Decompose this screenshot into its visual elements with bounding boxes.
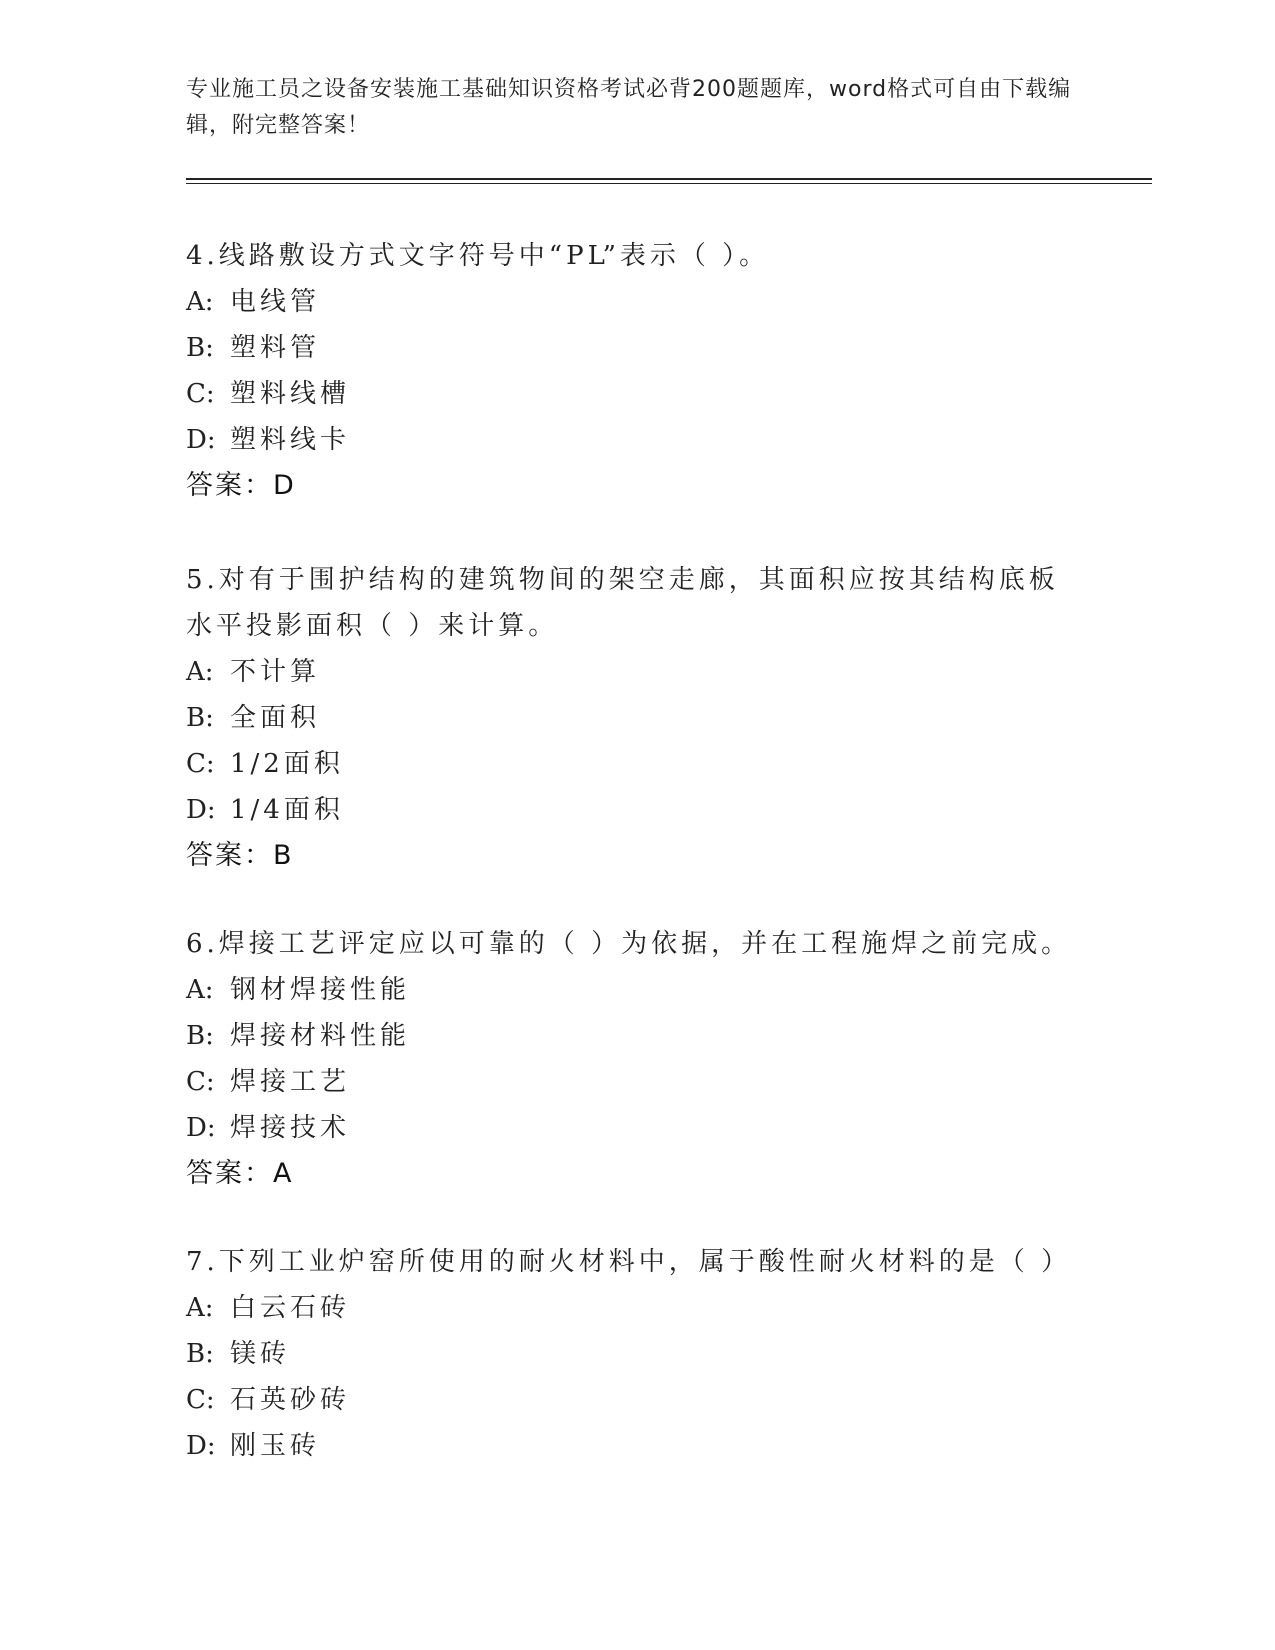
option-key: D: — [186, 1431, 216, 1461]
option-c — [186, 1377, 1086, 1423]
question-stem: 4.线路敷设方式文字符号中“PL”表示（ ）。 — [186, 241, 770, 271]
question-4 — [186, 233, 1086, 509]
option-a — [186, 967, 1086, 1013]
question-7 — [186, 1239, 1086, 1469]
option-key: B: — [186, 1339, 214, 1369]
option-key: A: — [186, 1293, 214, 1323]
question-5 — [186, 557, 1086, 879]
option-text: 塑料线槽 — [230, 379, 351, 409]
option-key: C: — [186, 749, 215, 779]
question-6 — [186, 921, 1086, 1197]
option-text: 全面积 — [230, 703, 321, 733]
option-text: 石英砂砖 — [230, 1385, 351, 1415]
option-text: 焊接材料性能 — [230, 1021, 411, 1051]
option-key: C: — [186, 379, 215, 409]
option-text: 塑料管 — [230, 333, 321, 363]
answer-line: 答案：D — [186, 470, 296, 501]
option-a — [186, 649, 1086, 695]
option-b — [186, 325, 1086, 371]
option-key: C: — [186, 1385, 215, 1415]
option-text: 塑料线卡 — [230, 425, 351, 455]
option-d — [186, 417, 1086, 463]
option-d — [186, 787, 1086, 833]
question-stem: 6.焊接工艺评定应以可靠的（ ）为依据，并在工程施焊之前完成。 — [186, 929, 1072, 959]
option-text: 1/2面积 — [230, 749, 344, 779]
option-text: 焊接技术 — [230, 1113, 351, 1143]
option-text: 不计算 — [230, 657, 321, 687]
option-key: B: — [186, 333, 214, 363]
option-text: 1/4面积 — [230, 795, 344, 825]
document-header — [186, 72, 1086, 144]
header-divider — [186, 178, 1152, 180]
option-c — [186, 1059, 1086, 1105]
option-a — [186, 279, 1086, 325]
option-text: 白云石砖 — [230, 1293, 351, 1323]
option-b — [186, 1013, 1086, 1059]
option-text: 电线管 — [230, 287, 321, 317]
option-text: 焊接工艺 — [230, 1067, 351, 1097]
option-key: A: — [186, 975, 214, 1005]
document-title: 专业施工员之设备安装施工基础知识资格考试必背200题题库，word格式可自由下载编辑，附完整答案！ — [186, 77, 1072, 138]
option-text: 镁砖 — [230, 1339, 291, 1369]
option-key: C: — [186, 1067, 215, 1097]
answer-line: 答案：A — [186, 1158, 294, 1189]
option-c — [186, 371, 1086, 417]
option-key: D: — [186, 1113, 216, 1143]
option-key: D: — [186, 425, 216, 455]
option-key: B: — [186, 1021, 214, 1051]
option-text: 钢材焊接性能 — [230, 975, 411, 1005]
option-b — [186, 695, 1086, 741]
option-key: A: — [186, 287, 214, 317]
question-stem: 5.对有于围护结构的建筑物间的架空走廊，其面积应按其结构底板水平投影面积（ ）来计算。 — [186, 565, 1059, 641]
option-key: D: — [186, 795, 216, 825]
answer-line: 答案：B — [186, 840, 294, 871]
option-key: A: — [186, 657, 214, 687]
header-divider-thin — [186, 183, 1152, 184]
option-a — [186, 1285, 1086, 1331]
option-d — [186, 1105, 1086, 1151]
option-text: 刚玉砖 — [230, 1431, 321, 1461]
option-c — [186, 741, 1086, 787]
option-b — [186, 1331, 1086, 1377]
question-stem: 7.下列工业炉窑所使用的耐火材料中，属于酸性耐火材料的是（ ） — [186, 1247, 1072, 1277]
option-d — [186, 1423, 1086, 1469]
option-key: B: — [186, 703, 214, 733]
